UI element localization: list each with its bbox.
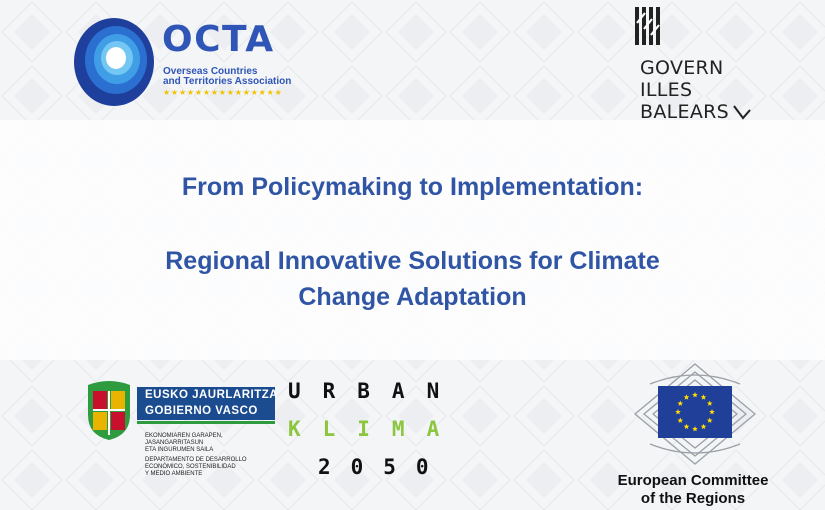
octa-name: OCTA [162, 19, 275, 60]
basque-small-2: JASANGARRITASUN [145, 440, 204, 446]
octa-subtitle-line2: and Territories Association [163, 76, 292, 87]
octa-stars: ★★★★★★★★★★★★★★★ [163, 88, 283, 97]
octa-emblem-icon [72, 16, 156, 108]
title-line3: Change Adaptation [298, 283, 527, 311]
basque-coat-of-arms-icon [82, 379, 136, 441]
urban-klima-line2: KLIMA [288, 417, 462, 441]
octa-subtitle-line1: Overseas Countries [163, 66, 258, 77]
basque-small-3: ETA INGURUMEN SAILA [145, 447, 214, 453]
basque-small-5: ECONÓMICO, SOSTENIBILIDAD [145, 464, 236, 470]
urban-klima-line3: 2050 [318, 455, 449, 479]
govern-slash-icon [733, 104, 751, 120]
basque-green-rule [137, 421, 275, 424]
govern-line2: ILLES [640, 79, 693, 101]
basque-line1: EUSKO JAURLARITZA [145, 389, 279, 401]
cor-line1: European Committee [617, 472, 769, 489]
urban-klima-line1: URBAN [288, 379, 462, 403]
govern-line1: GOVERN [640, 57, 724, 79]
basque-small-4: DEPARTAMENTO DE DESARROLLO [145, 457, 247, 463]
basque-small-1: EKONOMIAREN GARAPEN, [145, 433, 223, 439]
title-line2: Regional Innovative Solutions for Climate [165, 247, 660, 275]
cor-line2: of the Regions [640, 490, 746, 507]
eu-cor-emblem-icon [630, 360, 760, 468]
basque-small-6: Y MEDIO AMBIENTE [145, 471, 203, 477]
govern-line3: BALEARS [640, 101, 729, 123]
govern-bars-icon [635, 7, 663, 45]
basque-line2: GOBIERNO VASCO [145, 405, 258, 417]
title-line1: From Policymaking to Implementation: [181, 173, 644, 201]
